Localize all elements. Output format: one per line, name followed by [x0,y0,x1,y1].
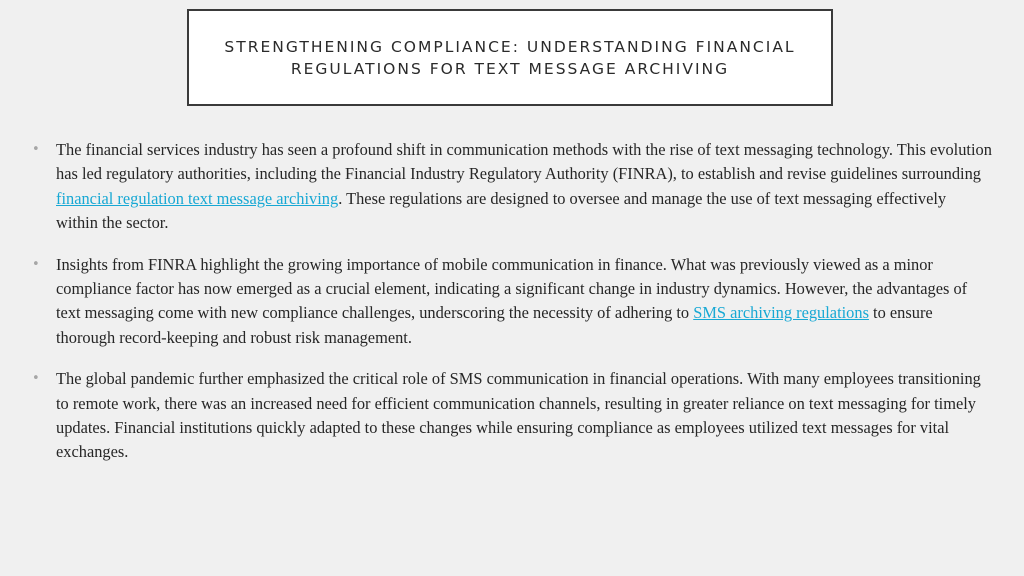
bullet-item-2 [32,253,992,351]
bullet-text: . These regulations are designed to oversee and manage the use of text messaging effectively within the sector. [56,188,947,233]
bullet-text: The global pandemic further emphasized the critical role of SMS communication in financial operations. With many employees transitioning to remote work, there was an increased need for efficient communication channels, resulting in greater reliance on text messaging for timely updates. Financial institutions quickly adapted to these changes while ensuring compliance as employees utilized text messages for vital exchanges. [56,369,981,462]
bullet-text: The financial services industry has seen a profound shift in communication methods with the rise of text messaging technology. This evolution has led regulatory authorities, including the Financial Industry Regulatory Authority (FINRA), to establish and revise guidelines surrounding [56,140,992,184]
title-box [187,9,833,106]
bullet-item-3 [32,367,992,465]
bullet-list [32,138,992,482]
sms-archiving-link[interactable]: SMS archiving regulations [693,303,869,323]
bullet-item-1 [32,138,992,236]
financial-regulation-link[interactable]: financial regulation text message archiving [56,188,339,208]
bullet-dot-icon: • [32,142,40,157]
bullet-dot-icon: • [32,256,40,272]
bullet-dot-icon: • [32,371,40,387]
slide-title: STRENGTHENING COMPLIANCE: UNDERSTANDING FINANCIAL REGULATIONS FOR TEXT MESSAGE ARCHIVING [224,37,796,78]
bullet-text: Insights from FINRA highlight the growing importance of mobile communication in finance. What was previously viewed as a minor compliance factor has now emerged as a crucial element, indicating a significant change in industry dynamics. However, the advantages of text messaging come with new compliance challenges, underscoring the necessity of adhering to [56,254,968,323]
bullet-text: to ensure thorough record-keeping and robust risk management. [56,303,933,347]
